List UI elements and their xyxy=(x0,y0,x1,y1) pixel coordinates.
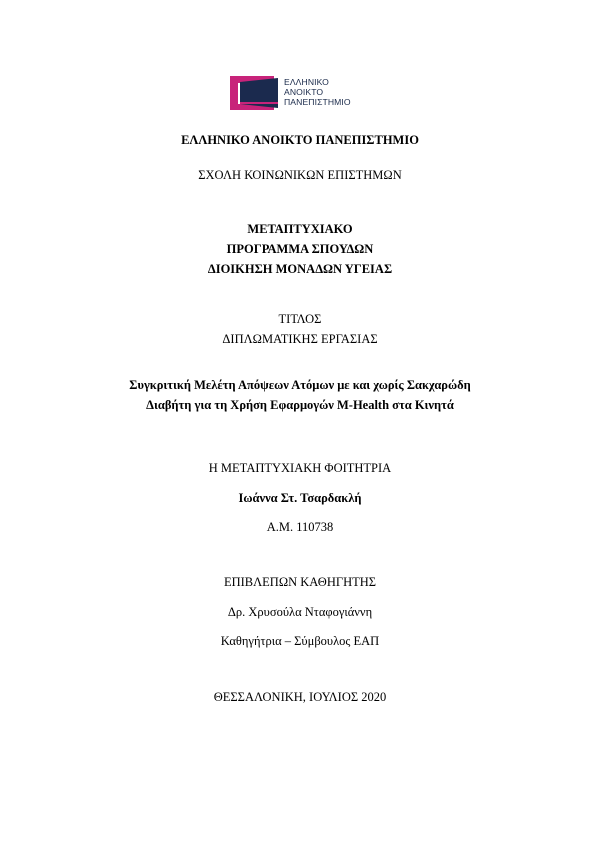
supervisor-role: Καθηγήτρια – Σύμβουλος ΕΑΠ xyxy=(220,634,380,648)
logo-line-2: ΑΝΟΙΚΤΟ xyxy=(284,87,324,97)
program-line-1: ΜΕΤΑΠΤΥΧΙΑΚΟ xyxy=(247,222,353,236)
logo-text xyxy=(284,77,351,107)
place-date: ΘΕΣΣΑΛΟΝΙΚΗ, ΙΟΥΛΙΟΣ 2020 xyxy=(213,690,387,704)
university-name: ΕΛΛΗΝΙΚΟ ΑΝΟΙΚΤΟ ΠΑΝΕΠΙΣΤΗΜΙΟ xyxy=(181,133,419,147)
university-logo xyxy=(230,74,370,112)
thesis-title-line-1: Συγκριτική Μελέτη Απόψεων Ατόμων με και χωρίς Σακχαρώδη xyxy=(129,378,471,392)
logo-line-3: ΠΑΝΕΠΙΣΤΗΜΙΟ xyxy=(284,97,351,107)
student-id: Α.Μ. 110738 xyxy=(266,520,334,534)
thesis-title-line-2: Διαβήτη για τη Χρήση Εφαρμογών M-Health στα Κινητά xyxy=(146,398,454,412)
student-label: Η ΜΕΤΑΠΤΥΧΙΑΚΗ ΦΟΙΤΗΤΡΙΑ xyxy=(208,461,392,475)
supervisor-label: ΕΠΙΒΛΕΠΩΝ ΚΑΘΗΓΗΤΗΣ xyxy=(223,575,377,589)
title-heading-line-2: ΔΙΠΛΩΜΑΤΙΚΗΣ ΕΡΓΑΣΙΑΣ xyxy=(222,332,378,346)
school-name: ΣΧΟΛΗ ΚΟΙΝΩΝΙΚΩΝ ΕΠΙΣΤΗΜΩΝ xyxy=(198,168,402,182)
student-name: Ιωάννα Στ. Τσαρδακλή xyxy=(238,491,362,505)
title-heading-line-1: ΤΙΤΛΟΣ xyxy=(278,312,322,326)
logo-emblem-icon xyxy=(230,74,282,112)
logo-line-1: ΕΛΛΗΝΙΚΟ xyxy=(284,77,329,87)
program-line-3: ΔΙΟΙΚΗΣΗ ΜΟΝΑΔΩΝ ΥΓΕΙΑΣ xyxy=(207,262,393,276)
supervisor-name: Δρ. Χρυσούλα Νταφογιάννη xyxy=(227,605,373,619)
program-line-2: ΠΡΟΓΡΑΜΜΑ ΣΠΟΥΔΩΝ xyxy=(226,242,374,256)
